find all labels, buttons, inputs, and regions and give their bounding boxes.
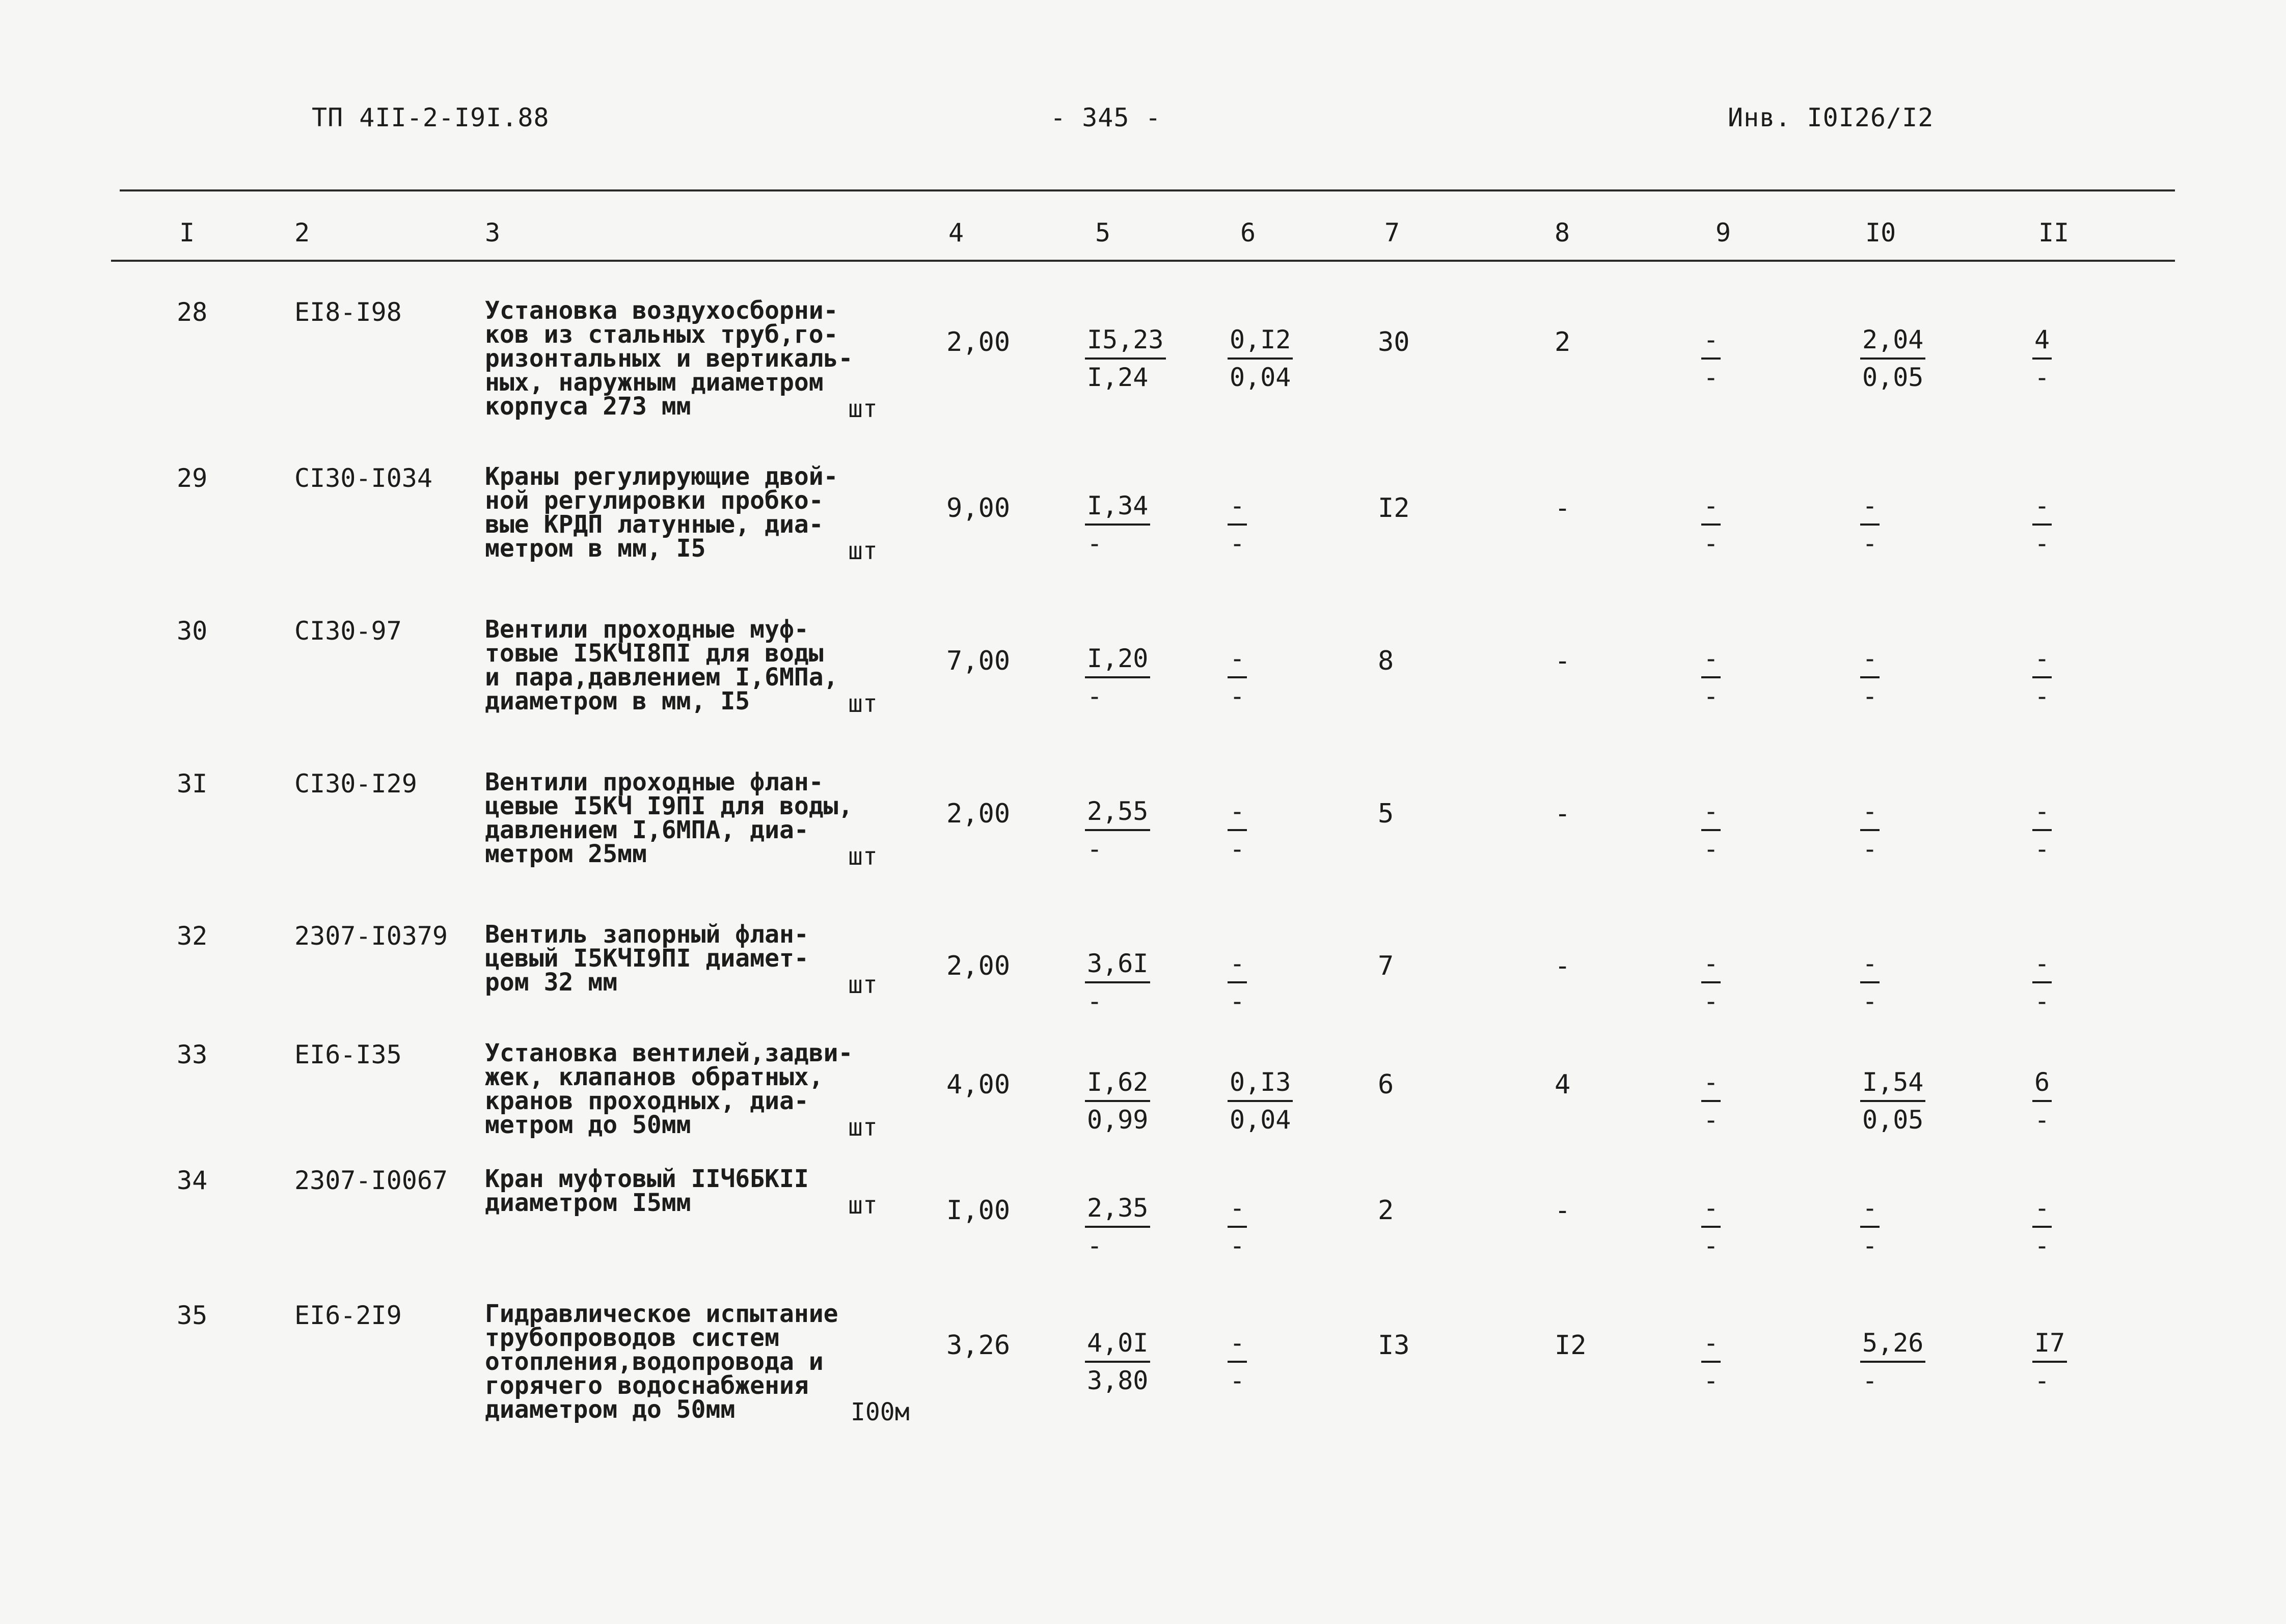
row-number: 30 xyxy=(177,616,208,646)
col5-value-bottom: - xyxy=(1087,529,1103,558)
col5-value xyxy=(1085,641,1150,714)
row-number: 28 xyxy=(177,297,208,327)
col6-value xyxy=(1228,488,1247,561)
row-unit: шт xyxy=(848,537,878,565)
col11-value-bottom: - xyxy=(2034,363,2050,392)
col10-value-top: 2,04 xyxy=(1860,322,1925,360)
col6-value-bottom: - xyxy=(1230,1231,1245,1260)
col11-value-top: I7 xyxy=(2032,1325,2067,1363)
col7-value: 6 xyxy=(1378,1069,1394,1100)
column-number-6: 6 xyxy=(1240,218,1256,247)
column-number-4: 4 xyxy=(948,218,964,247)
table-top-rule xyxy=(120,189,2175,191)
row-description: Краны регулирующие двой- ной регулировки пробко- вые КРДП латунные, диа- метром в мм, I5 xyxy=(485,462,838,563)
col5-value-bottom: - xyxy=(1087,1231,1103,1260)
col10-value-bottom: - xyxy=(1862,986,1878,1016)
header-bottom-rule xyxy=(111,260,2175,262)
col5-value xyxy=(1085,1064,1150,1138)
row-code: CI30-I29 xyxy=(294,769,417,799)
col6-value xyxy=(1228,1190,1247,1263)
col11-value-bottom: - xyxy=(2034,834,2050,864)
row-quantity: 2,00 xyxy=(946,327,1011,357)
col6-value-top: - xyxy=(1228,1325,1247,1363)
col9-value-bottom: - xyxy=(1703,1105,1719,1135)
row-unit: шт xyxy=(848,842,878,871)
col11-value xyxy=(2032,946,2052,1019)
row-unit: шт xyxy=(848,1191,878,1220)
inventory-number: Инв. I0I26/I2 xyxy=(1728,103,1934,132)
col10-value xyxy=(1860,1064,1925,1138)
column-number-3: 3 xyxy=(485,218,501,247)
row-code: EI6-2I9 xyxy=(294,1301,402,1330)
col6-value xyxy=(1228,641,1247,714)
col5-value-top: 2,35 xyxy=(1085,1190,1150,1228)
row-description: Кран муфтовый IIЧ6БКII диаметром I5мм xyxy=(485,1165,809,1217)
col6-value-bottom: - xyxy=(1230,681,1245,711)
column-number-1: I xyxy=(179,218,195,247)
row-number: 32 xyxy=(177,921,208,951)
col6-value-bottom: - xyxy=(1230,834,1245,864)
col11-value-bottom: - xyxy=(2034,529,2050,558)
col9-value xyxy=(1701,488,1721,561)
row-description: Вентили проходные флан- цевые I5КЧ I9ПI для воды, давлением I,6МПА, диа- метром 25мм xyxy=(485,768,853,868)
col8-value: - xyxy=(1555,951,1571,981)
col10-value-bottom: 0,05 xyxy=(1862,1105,1924,1135)
col7-value: 7 xyxy=(1378,951,1394,981)
row-number: 33 xyxy=(177,1040,208,1069)
col10-value xyxy=(1860,946,1880,1019)
col8-value: 4 xyxy=(1555,1069,1571,1100)
col11-value-top: - xyxy=(2032,641,2052,678)
col5-value-bottom: 0,99 xyxy=(1087,1105,1149,1135)
row-code: 2307-I0067 xyxy=(294,1166,448,1195)
col9-value xyxy=(1701,793,1721,867)
col11-value-bottom: - xyxy=(2034,681,2050,711)
col11-value xyxy=(2032,1064,2052,1138)
column-number-8: 8 xyxy=(1555,218,1570,247)
col9-value-bottom: - xyxy=(1703,363,1719,392)
col9-value-bottom: - xyxy=(1703,834,1719,864)
col5-value xyxy=(1085,1325,1150,1398)
col6-value-bottom: 0,04 xyxy=(1230,1105,1291,1135)
col11-value-bottom: - xyxy=(2034,1231,2050,1260)
col10-value xyxy=(1860,1325,1925,1398)
col6-value-top: - xyxy=(1228,488,1247,526)
col8-value: 2 xyxy=(1555,327,1571,357)
col10-value-top: - xyxy=(1860,641,1880,678)
col10-value xyxy=(1860,793,1880,867)
row-number: 29 xyxy=(177,463,208,493)
col10-value-top: - xyxy=(1860,1190,1880,1228)
row-unit: шт xyxy=(848,971,878,999)
col9-value xyxy=(1701,322,1721,395)
row-number: 34 xyxy=(177,1166,208,1195)
column-number-10: I0 xyxy=(1865,218,1896,247)
col10-value xyxy=(1860,322,1925,395)
col10-value-top: - xyxy=(1860,793,1880,831)
col8-value: - xyxy=(1555,1195,1571,1226)
row-quantity: 3,26 xyxy=(946,1330,1011,1361)
col5-value-bottom: - xyxy=(1087,986,1103,1016)
row-quantity: 2,00 xyxy=(946,951,1011,981)
col6-value-bottom: - xyxy=(1230,1366,1245,1395)
page-number: - 345 - xyxy=(1050,103,1161,132)
col10-value-top: I,54 xyxy=(1860,1064,1925,1102)
col10-value xyxy=(1860,488,1880,561)
col7-value: I2 xyxy=(1378,493,1410,524)
col9-value-top: - xyxy=(1701,322,1721,360)
col6-value xyxy=(1228,322,1293,395)
col11-value xyxy=(2032,488,2052,561)
col6-value-top: 0,I2 xyxy=(1228,322,1293,360)
row-code: CI30-I034 xyxy=(294,463,432,493)
col10-value-bottom: - xyxy=(1862,681,1878,711)
column-number-7: 7 xyxy=(1384,218,1400,247)
row-description: Гидравлическое испытание трубопроводов систем отопления,водопровода и горячего водоснабжения диаметром до 50мм xyxy=(485,1300,838,1424)
col7-value: I3 xyxy=(1378,1330,1410,1361)
col11-value xyxy=(2032,1190,2052,1263)
col5-value xyxy=(1085,946,1150,1019)
row-code: EI8-I98 xyxy=(294,297,402,327)
col9-value-bottom: - xyxy=(1703,529,1719,558)
col10-value-top: - xyxy=(1860,946,1880,983)
col5-value-bottom: I,24 xyxy=(1087,363,1149,392)
col5-value xyxy=(1085,1190,1150,1263)
col7-value: 5 xyxy=(1378,799,1394,829)
row-quantity: 7,00 xyxy=(946,646,1011,676)
row-unit: шт xyxy=(848,1113,878,1142)
col11-value-bottom: - xyxy=(2034,986,2050,1016)
col11-value xyxy=(2032,641,2052,714)
col5-value-top: 2,55 xyxy=(1085,793,1150,831)
col9-value-bottom: - xyxy=(1703,1366,1719,1395)
col6-value xyxy=(1228,946,1247,1019)
col11-value xyxy=(2032,1325,2067,1398)
column-number-11: II xyxy=(2038,218,2070,247)
doc-code: ТП 4II-2-I9I.88 xyxy=(312,103,550,132)
column-number-5: 5 xyxy=(1095,218,1111,247)
col5-value-top: I5,23 xyxy=(1085,322,1166,360)
row-description: Вентили проходные муф- товые I5КЧI8ПI для воды и пара,давлением I,6МПа, диаметром в мм, I5 xyxy=(485,615,838,715)
col5-value-bottom: - xyxy=(1087,681,1103,711)
col9-value-top: - xyxy=(1701,488,1721,526)
col6-value-top: - xyxy=(1228,946,1247,983)
column-number-9: 9 xyxy=(1716,218,1731,247)
row-code: CI30-97 xyxy=(294,616,402,646)
col9-value-bottom: - xyxy=(1703,986,1719,1016)
col6-value-top: - xyxy=(1228,1190,1247,1228)
row-number: 35 xyxy=(177,1301,208,1330)
col11-value-top: - xyxy=(2032,488,2052,526)
row-unit: I00м xyxy=(851,1398,910,1426)
col10-value-bottom: - xyxy=(1862,834,1878,864)
row-quantity: 2,00 xyxy=(946,799,1011,829)
col10-value-top: - xyxy=(1860,488,1880,526)
col5-value-top: I,62 xyxy=(1085,1064,1150,1102)
col9-value xyxy=(1701,1190,1721,1263)
col11-value-bottom: - xyxy=(2034,1105,2050,1135)
col5-value-top: 4,0I xyxy=(1085,1325,1150,1363)
col9-value-bottom: - xyxy=(1703,681,1719,711)
col7-value: 2 xyxy=(1378,1195,1394,1226)
col11-value-top: - xyxy=(2032,793,2052,831)
col10-value-bottom: - xyxy=(1862,1231,1878,1260)
col10-value-bottom: 0,05 xyxy=(1862,363,1924,392)
col9-value xyxy=(1701,946,1721,1019)
col9-value-top: - xyxy=(1701,641,1721,678)
row-description: Установка воздухосборни- ков из стальных труб,го- ризонтальных и вертикаль- ных, наружным диаметром корпуса 273 мм xyxy=(485,296,853,421)
col7-value: 30 xyxy=(1378,327,1410,357)
col8-value: - xyxy=(1555,799,1571,829)
col5-value xyxy=(1085,793,1150,867)
col5-value-top: I,34 xyxy=(1085,488,1150,526)
col11-value-top: - xyxy=(2032,1190,2052,1228)
col8-value: I2 xyxy=(1555,1330,1587,1361)
col9-value-top: - xyxy=(1701,946,1721,983)
col6-value-top: 0,I3 xyxy=(1228,1064,1293,1102)
row-unit: шт xyxy=(848,690,878,718)
col5-value-bottom: - xyxy=(1087,834,1103,864)
col5-value-bottom: 3,80 xyxy=(1087,1366,1149,1395)
col11-value xyxy=(2032,322,2052,395)
col6-value xyxy=(1228,793,1247,867)
col8-value: - xyxy=(1555,646,1571,676)
col10-value xyxy=(1860,641,1880,714)
col11-value-top: 6 xyxy=(2032,1064,2052,1102)
col9-value-bottom: - xyxy=(1703,1231,1719,1260)
col10-value-bottom: - xyxy=(1862,529,1878,558)
col5-value xyxy=(1085,322,1166,395)
col11-value-bottom: - xyxy=(2034,1366,2050,1395)
col11-value-top: - xyxy=(2032,946,2052,983)
col10-value-bottom: - xyxy=(1862,1366,1878,1395)
col10-value-top: 5,26 xyxy=(1860,1325,1925,1363)
col9-value-top: - xyxy=(1701,1325,1721,1363)
col6-value xyxy=(1228,1064,1293,1138)
row-quantity: 4,00 xyxy=(946,1069,1011,1100)
col8-value: - xyxy=(1555,493,1571,524)
col6-value-top: - xyxy=(1228,641,1247,678)
col5-value-top: 3,6I xyxy=(1085,946,1150,983)
row-unit: шт xyxy=(848,395,878,423)
col6-value-bottom: 0,04 xyxy=(1230,363,1291,392)
col7-value: 8 xyxy=(1378,646,1394,676)
col9-value xyxy=(1701,641,1721,714)
row-number: 3I xyxy=(177,769,208,799)
row-code: EI6-I35 xyxy=(294,1040,402,1069)
col6-value-bottom: - xyxy=(1230,986,1245,1016)
row-description: Вентиль запорный флан- цевый I5КЧI9ПI диамет- ром 32 мм xyxy=(485,920,809,997)
col6-value xyxy=(1228,1325,1247,1398)
col5-value xyxy=(1085,488,1150,561)
col10-value xyxy=(1860,1190,1880,1263)
row-quantity: I,00 xyxy=(946,1195,1011,1226)
col5-value-top: I,20 xyxy=(1085,641,1150,678)
row-description: Установка вентилей,задви- жек, клапанов обратных, кранов проходных, диа- метром до 50мм xyxy=(485,1039,853,1139)
col11-value-top: 4 xyxy=(2032,322,2052,360)
col6-value-bottom: - xyxy=(1230,529,1245,558)
col9-value-top: - xyxy=(1701,1190,1721,1228)
row-quantity: 9,00 xyxy=(946,493,1011,524)
col6-value-top: - xyxy=(1228,793,1247,831)
col9-value-top: - xyxy=(1701,1064,1721,1102)
column-number-2: 2 xyxy=(294,218,310,247)
col9-value-top: - xyxy=(1701,793,1721,831)
col11-value xyxy=(2032,793,2052,867)
row-code: 2307-I0379 xyxy=(294,921,448,951)
col9-value xyxy=(1701,1325,1721,1398)
col9-value xyxy=(1701,1064,1721,1138)
